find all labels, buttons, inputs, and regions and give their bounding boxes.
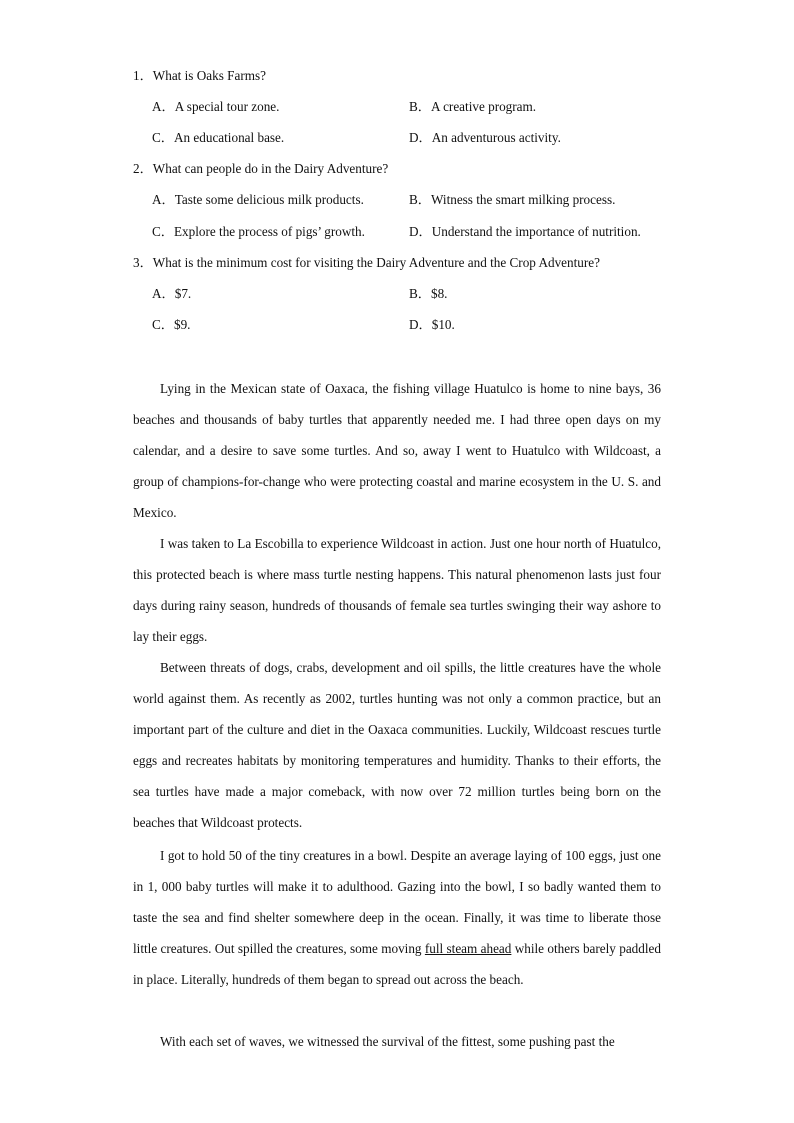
option-2b: [409, 192, 615, 208]
passage-paragraph-3: Between threats of dogs, crabs, development and oil spills, the little creatures have the whole world against them. As recently as 2002, turtles hunting was not only a common practice, but an important part of the culture and diet in the Oaxaca communities. Luckily, Wildcoast rescues turtle eggs and recreates habitats by monitoring temperatures and humidity. Thanks to their efforts, the sea turtles have made a major comeback, with now over 72 million turtles being born on the beaches that Wildcoast protects.: [133, 660, 661, 830]
option-letter: C．: [152, 224, 174, 239]
passage-paragraph-4: [133, 840, 661, 995]
option-text: A creative program.: [430, 99, 537, 114]
option-2c: [152, 224, 365, 240]
option-letter: C．: [152, 130, 174, 145]
option-letter: B．: [409, 192, 431, 207]
paragraph-text: I got to hold 50 of the tiny creatures in a bowl. Despite an average laying of 100 eggs, just one in 1, 000 baby turtles will make it to adulthood. Gazing into the bowl, I so badly wanted them to taste the sea and find shelter somewhere deep in the ocean. Finally, it was time to liberate those little creatures. Out spilled the creatures, some moving: [133, 848, 661, 956]
option-1c: [152, 130, 284, 146]
option-3c: [152, 317, 190, 333]
question-1: [133, 68, 266, 84]
question-text: What is the minimum cost for visiting the Dairy Adventure and the Crop Adventure?: [152, 255, 600, 270]
option-letter: D．: [409, 224, 432, 239]
passage-paragraph-5: With each set of waves, we witnessed the survival of the fittest, some pushing past the: [160, 1034, 615, 1049]
option-3d: [409, 317, 455, 333]
option-text: Understand the importance of nutrition.: [431, 224, 641, 239]
option-text: An educational base.: [173, 130, 285, 145]
option-1d: [409, 130, 561, 146]
option-text: $7.: [174, 286, 192, 301]
option-text: $10.: [431, 317, 455, 332]
option-text: Explore the process of pigs’ growth.: [173, 224, 365, 239]
option-letter: A．: [152, 286, 175, 301]
question-number: 3．: [133, 255, 153, 270]
question-3: [133, 255, 600, 271]
option-text: A special tour zone.: [174, 99, 280, 114]
option-text: An adventurous activity.: [431, 130, 561, 145]
option-letter: B．: [409, 99, 431, 114]
option-2a: [152, 192, 364, 208]
option-letter: D．: [409, 130, 432, 145]
option-letter: D．: [409, 317, 432, 332]
option-text: Taste some delicious milk products.: [174, 192, 364, 207]
option-text: $8.: [430, 286, 448, 301]
option-letter: A．: [152, 99, 175, 114]
option-2d: [409, 224, 641, 240]
passage-paragraph-1: Lying in the Mexican state of Oaxaca, the fishing village Huatulco is home to nine bays, 36 beaches and thousands of baby turtles that apparently needed me. I had three open days on my calendar, and a desire to save some turtles. And so, away I went to Huatulco with Wildcoast, a group of champions-for-change who were protecting coastal and marine ecosystem in the U. S. and Mexico.: [133, 381, 661, 520]
option-text: $9.: [173, 317, 191, 332]
paragraph-text: while others barely paddled in place. Literally, hundreds of them began to spread out across the beach.: [133, 941, 661, 987]
option-text: Witness the smart milking process.: [430, 192, 616, 207]
option-letter: A．: [152, 192, 175, 207]
question-text: What is Oaks Farms?: [152, 68, 266, 83]
option-3a: [152, 286, 191, 302]
option-letter: B．: [409, 286, 431, 301]
question-2: [133, 161, 388, 177]
question-number: 1．: [133, 68, 153, 83]
passage-paragraph-2: I was taken to La Escobilla to experience Wildcoast in action. Just one hour north of Huatulco, this protected beach is where mass turtle nesting happens. This natural phenomenon lasts just four days during rainy season, hundreds of thousands of female sea turtles swinging their way ashore to lay their eggs.: [133, 536, 661, 644]
option-letter: C．: [152, 317, 174, 332]
option-1a: [152, 99, 279, 115]
option-1b: [409, 99, 536, 115]
option-3b: [409, 286, 447, 302]
question-number: 2．: [133, 161, 153, 176]
underlined-phrase: full steam ahead: [424, 941, 512, 956]
question-text: What can people do in the Dairy Adventure?: [152, 161, 389, 176]
